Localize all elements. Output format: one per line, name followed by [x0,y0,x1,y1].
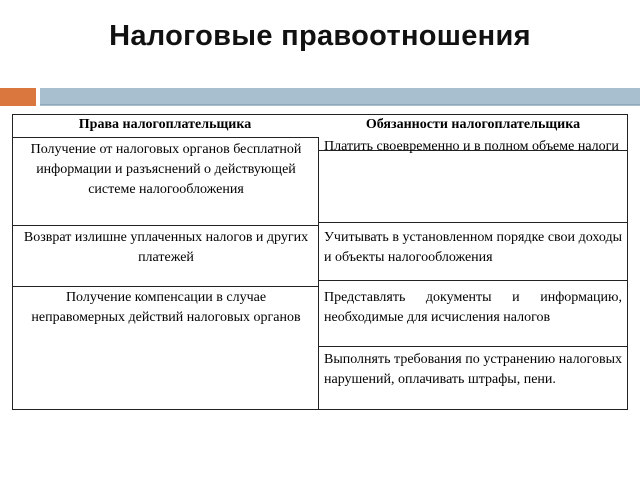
rights-row-divider-2 [12,286,318,287]
taxpayer-table [12,114,628,410]
decorative-underline [40,104,640,105]
duties-item-3: Представлять документы и информацию, необходимые для исчисления налогов [324,290,622,325]
duties-item-4: Выполнять требования по устранению налоговых нарушений, оплачивать штрафы, пени. [324,352,622,387]
rights-item-1: Получение от налоговых органов бесплатной информации и разъяснений о действующей системе налогообложения [30,142,302,197]
duties-row-divider-1 [318,222,628,223]
rights-item-3: Получение компенсации в случае неправомерных действий налоговых органов [31,290,301,325]
duties-row-divider-3 [318,346,628,347]
rights-header-divider [12,137,318,138]
duties-item-2: Учитывать в установленном порядке свои доходы и объекты налогообложения [324,230,622,265]
page-title: Налоговые правоотношения [109,20,531,52]
decorative-orange-bar [0,88,36,106]
rights-item-2: Возврат излишне уплаченных налогов и других платежей [23,230,309,265]
duties-item-1: Платить своевременно и в полном объеме налоги [324,139,619,154]
duties-header: Обязанности налогоплательщика [365,117,581,132]
duties-row-divider-2 [318,280,628,281]
rights-row-divider-1 [12,225,318,226]
column-divider [318,137,319,409]
rights-header: Права налогоплательщика [78,117,252,132]
